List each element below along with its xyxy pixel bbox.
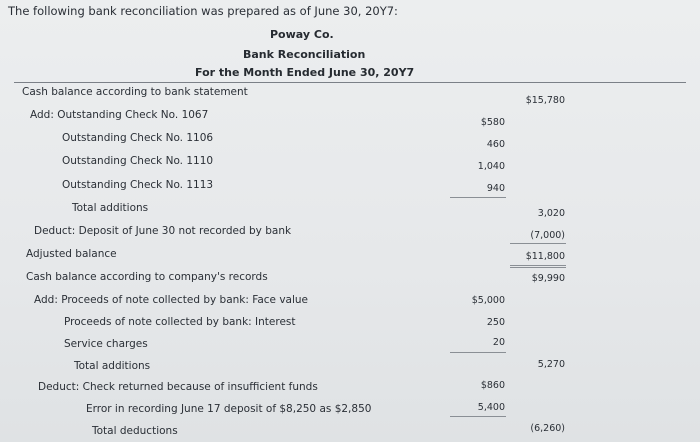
subtotal-underline — [450, 416, 506, 417]
amount-col2: (6,260) — [530, 423, 565, 434]
row-label: Outstanding Check No. 1113 — [62, 179, 214, 191]
row-label: Error in recording June 17 deposit of $8,250 as $2,850 — [86, 403, 372, 415]
header-rule — [14, 82, 686, 83]
row-label: Total deductions — [92, 425, 178, 437]
row-label: Total additions — [74, 360, 151, 372]
intro-text: The following bank reconciliation was prepared as of June 30, 20Y7: — [8, 4, 398, 18]
row-label: Add: Proceeds of note collected by bank: Face value — [34, 294, 309, 306]
subtotal-underline — [510, 243, 566, 244]
amount-col1: 20 — [492, 337, 505, 348]
row-label: Cash balance according to company's records — [26, 271, 268, 283]
amount-col2: $11,800 — [525, 251, 565, 262]
subtotal-underline — [450, 197, 506, 198]
amount-col1: 940 — [486, 183, 505, 194]
row-label: Add: Outstanding Check No. 1067 — [30, 109, 209, 121]
row-label: Adjusted balance — [26, 248, 117, 260]
row-label: Service charges — [64, 338, 148, 350]
amount-col1: 1,040 — [477, 161, 505, 172]
row-label: Outstanding Check No. 1110 — [62, 155, 214, 167]
statement-period: For the Month Ended June 30, 20Y7 — [195, 66, 415, 79]
amount-col1: 250 — [486, 317, 505, 328]
row-label: Cash balance according to bank statement — [22, 86, 248, 98]
amount-col2: $15,780 — [525, 95, 565, 106]
amount-col1: $860 — [480, 380, 505, 391]
statement-title: Bank Reconciliation — [243, 48, 366, 61]
row-label: Deduct: Deposit of June 30 not recorded by bank — [34, 225, 292, 237]
total-underline — [510, 267, 566, 268]
subtotal-underline — [450, 352, 506, 353]
row-label: Proceeds of note collected by bank: Interest — [64, 316, 296, 328]
amount-col2: 3,020 — [537, 208, 565, 219]
amount-col1: $5,000 — [471, 295, 505, 306]
company-name: Poway Co. — [270, 28, 334, 41]
amount-col2: $9,990 — [531, 273, 565, 284]
row-label: Deduct: Check returned because of insufficient funds — [38, 381, 318, 393]
row-label: Outstanding Check No. 1106 — [62, 132, 214, 144]
amount-col1: $580 — [480, 117, 505, 128]
amount-col1: 460 — [486, 139, 505, 150]
amount-col2: 5,270 — [537, 359, 565, 370]
amount-col2: (7,000) — [530, 230, 565, 241]
amount-col1: 5,400 — [477, 402, 505, 413]
total-underline — [510, 265, 566, 266]
row-label: Total additions — [72, 202, 149, 214]
